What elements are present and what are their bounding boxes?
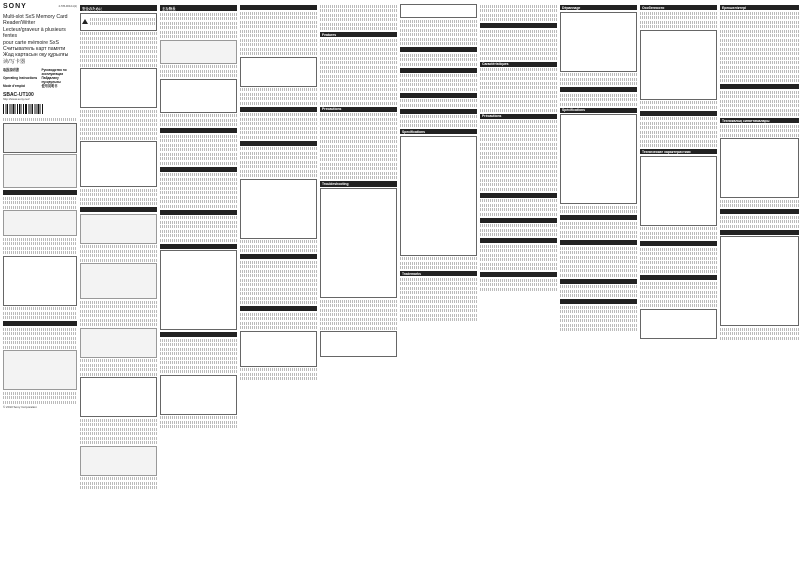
table <box>320 331 397 357</box>
specifications-fr-heading: Spécifications <box>560 108 637 113</box>
panel-heading: 主な特長 <box>160 5 237 11</box>
spec-table <box>720 138 799 198</box>
manual-kz: Пайдалану нұсқаулығы <box>41 76 61 85</box>
text-block <box>3 118 77 121</box>
title-line-7: 读/写卡器 <box>3 58 26 65</box>
illustration <box>80 214 157 244</box>
troubleshooting-heading: Troubleshooting <box>320 181 397 186</box>
brand-logo: SONY <box>3 3 27 10</box>
caracteristiques-heading: Caractéristiques <box>480 62 557 67</box>
document-code: 4-735-000-11(1) <box>58 4 77 8</box>
ru-specs-heading: Технические характеристики <box>640 149 717 154</box>
features-heading: Features <box>320 32 397 37</box>
kz-features-heading: Ерекшеліктері <box>720 5 799 10</box>
spec-table <box>640 156 717 226</box>
specifications-heading: Specifications <box>400 129 477 134</box>
manual-ru: Руководство по эксплуатации <box>41 68 67 77</box>
product-illustration <box>3 154 77 188</box>
trademarks-heading: Trademarks <box>400 271 477 276</box>
warning-box <box>3 123 77 153</box>
panel-heading: 安全のために <box>80 5 157 11</box>
table <box>640 30 717 100</box>
troubleshooting-table <box>560 12 637 72</box>
warning-box <box>80 13 157 31</box>
panel-en <box>320 3 397 564</box>
cover-panel <box>3 3 77 564</box>
section-bar <box>3 190 77 195</box>
title-line-1: Multi-slot SxS Memory Card <box>3 14 68 20</box>
website-url: http://www.sony.net/ <box>3 97 30 102</box>
panel-fr-specs <box>560 3 637 564</box>
model-number: SBAC-UT100 <box>3 92 34 99</box>
troubleshooting-table <box>720 236 799 326</box>
warning-icon <box>82 19 88 24</box>
illustration <box>3 210 77 236</box>
copyright: © 2013 Sony Corporation <box>3 404 37 409</box>
spec-table <box>560 114 637 204</box>
manual-jp: 取扱説明書 <box>3 68 19 73</box>
precautions-fr-heading: Précautions <box>480 114 557 119</box>
spec-table <box>240 179 317 239</box>
panel-jp-continued <box>240 3 317 564</box>
manual-en: Operating Instructions <box>3 76 38 81</box>
ru-features-heading: Особенности <box>640 5 717 10</box>
panel-kz <box>720 3 799 564</box>
parts-table <box>160 79 237 113</box>
title-line-3: Lecteur/graveur à plusieurs fentes <box>3 26 66 40</box>
illustration <box>160 40 237 64</box>
manual-fr: Mode d'emploi <box>3 84 26 89</box>
panel-jp-safety <box>80 3 157 564</box>
panel-ru <box>640 3 717 564</box>
title-line-6: Жад картасын оқу құрылғы <box>3 52 69 59</box>
precautions-heading: Precautions <box>320 107 397 112</box>
title-line-2: Reader/Writer <box>3 20 36 27</box>
manual-cn: 使用说明书 <box>41 84 58 89</box>
title-line-5: Считыватель карт памяти <box>3 46 66 53</box>
kz-specs-heading: Техникалық сипаттамалары <box>720 118 799 123</box>
barcode-icon <box>3 104 43 114</box>
panel-en-specs <box>400 3 477 564</box>
title-line-4: pour carte mémoire SxS <box>3 39 59 46</box>
panel-jp-features <box>160 3 237 564</box>
spec-table <box>400 136 477 256</box>
troubleshooting-table <box>160 250 237 330</box>
troubleshooting-table <box>320 188 397 298</box>
panel-fr <box>480 3 557 564</box>
depannage-heading: Dépannage <box>560 5 637 10</box>
notice-box <box>3 256 77 306</box>
